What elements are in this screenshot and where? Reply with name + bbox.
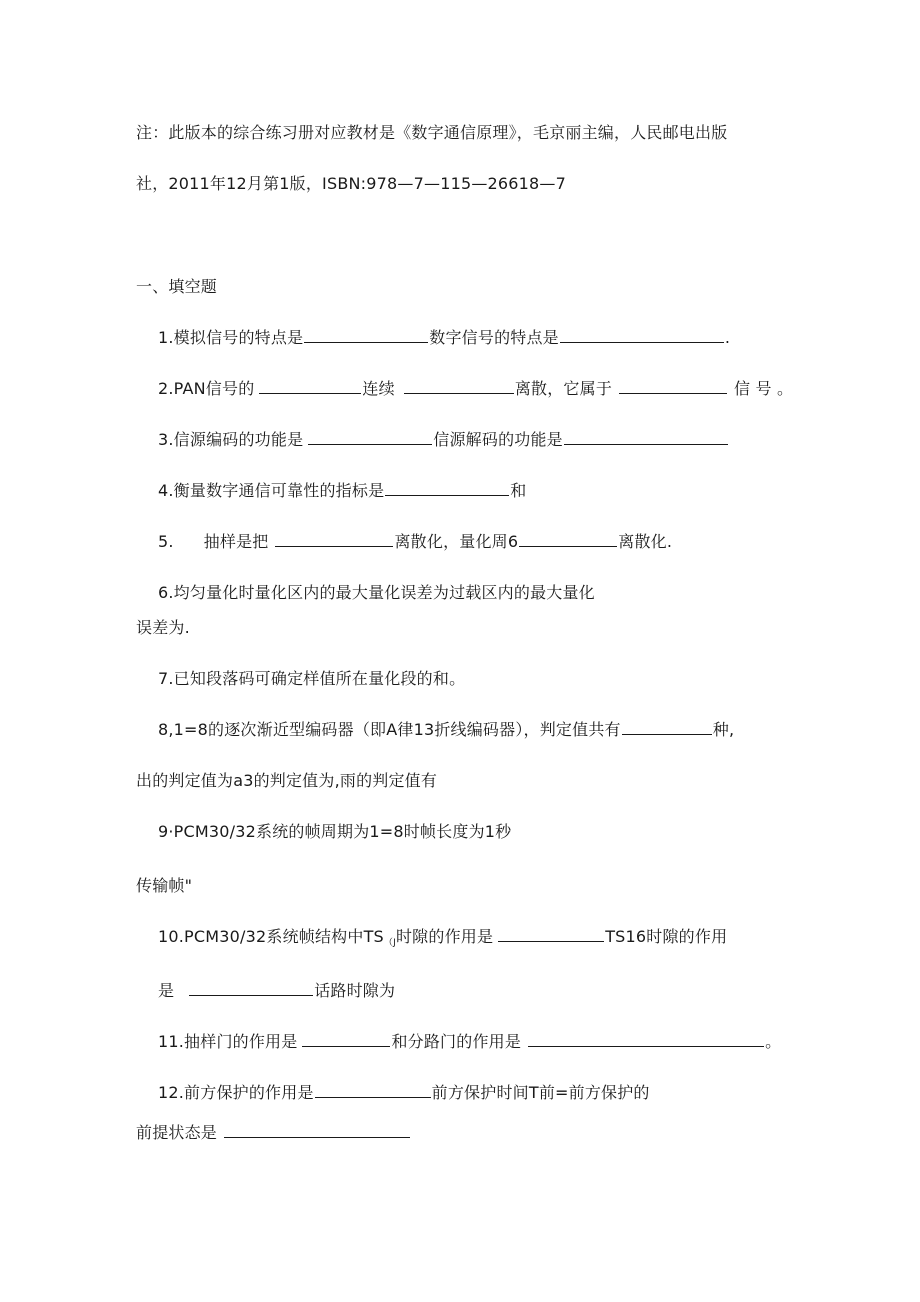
q5-text-b: 离散化，量化周6 — [394, 532, 519, 551]
q1-text-a: 1.模拟信号的特点是 — [158, 328, 304, 347]
question-5 — [158, 532, 672, 552]
question-2 — [158, 379, 793, 399]
question-1 — [158, 328, 730, 348]
q8-blank-1[interactable] — [622, 720, 712, 735]
q5-blank-2[interactable] — [519, 532, 617, 547]
q5-text-a: 抽样是把 — [203, 532, 269, 551]
q1-blank-2[interactable] — [560, 328, 724, 343]
q10-text-b: 时隙的作用是 — [395, 927, 494, 946]
question-8-line-2: 出的判定值为a3的判定值为,雨的判定值有 — [136, 771, 438, 790]
q11-blank-1[interactable] — [302, 1032, 390, 1047]
q11-text-c: 。 — [765, 1032, 782, 1051]
q10-blank-2[interactable] — [189, 981, 313, 996]
q3-blank-1[interactable] — [308, 430, 432, 445]
q12-text-b: 前方保护时间T前=前方保护的 — [431, 1083, 650, 1102]
section-title: 一、填空题 — [136, 277, 218, 296]
q4-blank-1[interactable] — [385, 481, 509, 496]
q10-text-c: TS16时隙的作用 — [605, 927, 728, 946]
question-8 — [158, 720, 734, 740]
q2-text-b: 连续 — [362, 379, 395, 398]
question-9-line-1: 9·PCM30/32系统的帧周期为1=8时帧长度为1秒 — [158, 822, 512, 841]
q11-blank-2[interactable] — [528, 1032, 764, 1047]
q11-text-a: 11.抽样门的作用是 — [158, 1032, 298, 1051]
q10-blank-1[interactable] — [498, 927, 604, 942]
q8-text-a: 8,1=8的逐次渐近型编码器（即A律13折线编码器），判定值共有 — [158, 720, 621, 739]
q4-text-b: 和 — [510, 481, 527, 500]
question-12-line-2 — [136, 1123, 411, 1143]
q12-blank-2[interactable] — [224, 1123, 410, 1138]
q1-text-c: . — [724, 328, 731, 347]
question-4 — [158, 481, 526, 501]
q12-text-a: 12.前方保护的作用是 — [158, 1083, 314, 1102]
question-11 — [158, 1032, 781, 1052]
q12-blank-1[interactable] — [315, 1083, 431, 1098]
q2-text-a: 2.PAN信号的 — [158, 379, 255, 398]
question-9-line-2: 传输帧" — [136, 876, 193, 895]
q3-text-b: 信源解码的功能是 — [433, 430, 563, 449]
q2-blank-1[interactable] — [259, 379, 361, 394]
q4-text-a: 4.衡量数字通信可靠性的指标是 — [158, 481, 385, 500]
q1-text-b: 数字信号的特点是 — [429, 328, 559, 347]
question-6-line-2: 误差为. — [136, 618, 190, 637]
q10-text-d: 是 — [158, 981, 175, 1000]
q8-text-b: 种, — [712, 720, 735, 739]
q10-subscript: （J — [383, 938, 396, 948]
q2-blank-2[interactable] — [404, 379, 514, 394]
q5-text-c: 离散化. — [618, 532, 673, 551]
q2-blank-3[interactable] — [619, 379, 727, 394]
q10-text-a: 10.PCM30/32系统帧结构中TS — [158, 927, 384, 946]
question-3 — [158, 430, 729, 450]
q11-text-b: 和分路门的作用是 — [391, 1032, 522, 1051]
q3-text-a: 3.信源编码的功能是 — [158, 430, 304, 449]
question-12 — [158, 1083, 650, 1103]
q2-text-c: 离散，它属于 — [514, 379, 613, 398]
note-line-1: 注：此版本的综合练习册对应教材是《数字通信原理》，毛京丽主编，人民邮电出版 — [136, 123, 728, 142]
q5-blank-1[interactable] — [275, 532, 393, 547]
q12-line-2-text: 前提状态是 — [136, 1123, 218, 1142]
question-10 — [158, 927, 727, 947]
q2-text-d: 信 号 。 — [734, 379, 794, 398]
question-6-line-1: 6.均匀量化时量化区内的最大量化误差为过载区内的最大量化 — [158, 583, 595, 602]
q10-text-e: 话路时隙为 — [314, 981, 396, 1000]
question-10-line-2 — [158, 981, 395, 1001]
question-7: 7.已知段落码可确定样值所在量化段的和。 — [158, 669, 466, 688]
q1-blank-1[interactable] — [304, 328, 428, 343]
note-line-2: 社，2011年12月第1版，ISBN:978—7—115—26618—7 — [136, 174, 567, 193]
q5-number: 5. — [158, 532, 174, 551]
q3-blank-2[interactable] — [564, 430, 728, 445]
